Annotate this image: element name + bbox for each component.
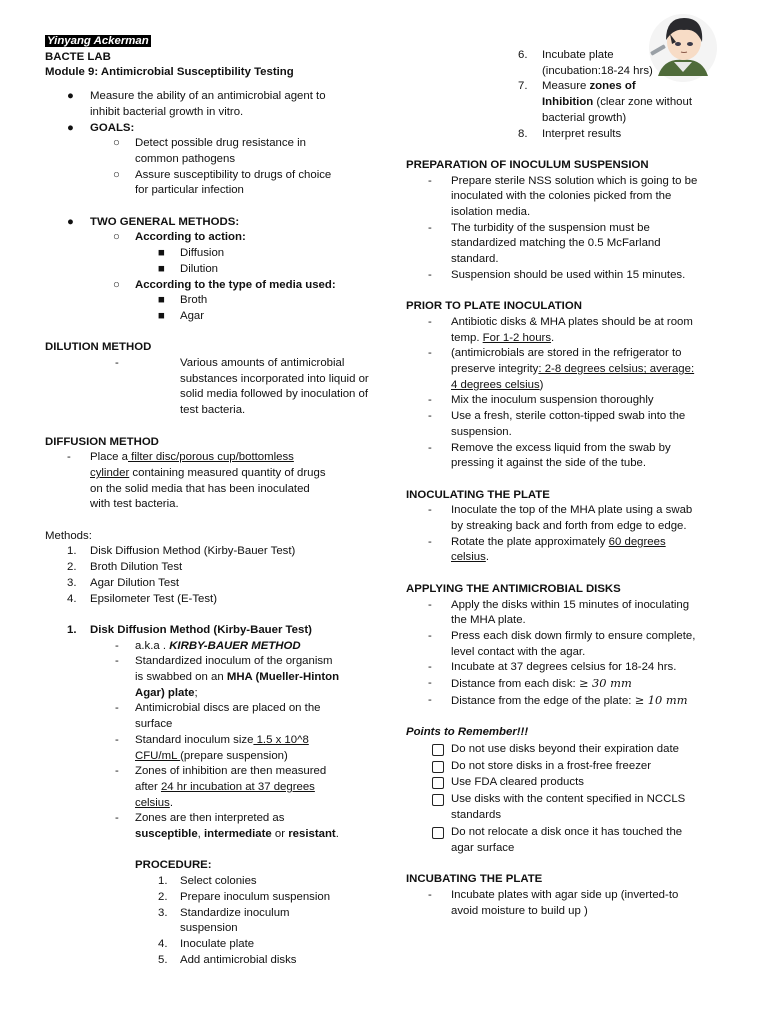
section-title-dilution: DILUTION METHOD (45, 341, 152, 354)
list-item: - a.k.a . KIRBY-BAUER METHOD (115, 639, 301, 652)
list-item: ■ Agar (158, 309, 205, 322)
checklist-item: Do not store disks in a frost-free freezer (406, 759, 726, 775)
right-column (406, 48, 726, 920)
course-title: BACTE LAB (45, 50, 111, 63)
list-item: ● Measure the ability of an antimicrobial agent to inhibit bacterial growth in vitro. (67, 90, 326, 118)
list-item: ○ Detect possible drug resistance in common pathogens (113, 137, 306, 165)
list-item: 2. Prepare inoculum suspension (158, 890, 331, 903)
list-item: ■ Dilution (158, 262, 218, 275)
list-item: - Prepare sterile NSS solution which is going to be inoculated with the colonies picked from the isolation media. (428, 174, 698, 219)
list-item: - Remove the excess liquid from the swab by pressing it against the side of the tube. (428, 441, 671, 470)
checkbox-icon (432, 777, 444, 789)
list-item: 3. Standardize inoculum suspension (158, 906, 290, 935)
author-name: Yinyang Ackerman (47, 35, 149, 47)
list-item: - Antibiotic disks & MHA plates should be at room temp. For 1-2 hours. (428, 315, 693, 344)
list-item: - Distance from each disk: ≥ 30 mm (428, 676, 632, 691)
methods-label: Methods: (45, 529, 92, 542)
list-item: 2. Broth Dilution Test (67, 561, 183, 574)
list-item: - (antimicrobials are stored in the refrigerator to preserve integrity: 2-8 degrees celsius; average: 4 degrees celsius) (428, 347, 695, 391)
list-item: - Antimicrobial discs are placed on the surface (115, 702, 321, 731)
list-item: - Suspension should be used within 15 minutes. (428, 268, 686, 281)
list-item: - Press each disk down firmly to ensure complete, level contact with the agar. (428, 629, 696, 658)
list-item: ■ Broth (158, 294, 208, 307)
module-title: Module 9: Antimicrobial Susceptibility Testing (45, 66, 294, 79)
checklist-item: Do not use disks beyond their expiration date (406, 742, 726, 758)
section-title-incubating: INCUBATING THE PLATE (406, 873, 543, 886)
checkbox-icon (432, 761, 444, 773)
list-item: 1. Select colonies (158, 875, 257, 888)
section-title-prior: PRIOR TO PLATE INOCULATION (406, 300, 582, 313)
list-item: - Various amounts of antimicrobial substances incorporated into liquid or solid media followed by inoculation of test bacteria. (115, 357, 369, 417)
list-item: - Zones are then interpreted as susceptible, intermediate or resistant. (115, 812, 339, 841)
list-item: - Apply the disks within 15 minutes of inoculating the MHA plate. (428, 598, 690, 627)
section-title-inoculating: INOCULATING THE PLATE (406, 488, 550, 501)
list-item: 1. Disk Diffusion Method (Kirby-Bauer Test) (67, 545, 296, 558)
list-item: 8. Interpret results (518, 127, 622, 140)
list-item: - Incubate at 37 degrees celsius for 18-24 hrs. (428, 661, 677, 674)
list-item: 4. Epsilometer Test (E-Test) (67, 592, 218, 605)
kirby-bauer-heading: 1. Disk Diffusion Method (Kirby-Bauer Test) (67, 623, 312, 636)
list-item: ○ According to the type of media used: (113, 278, 336, 291)
checkbox-icon (432, 744, 444, 756)
list-item: - Mix the inoculum suspension thoroughly (428, 394, 654, 407)
list-item: ○ According to action: (113, 231, 246, 244)
list-item: - Zones of inhibition are then measured after 24 hr incubation at 37 degrees celsius. (115, 765, 327, 809)
list-item: 5. Add antimicrobial disks (158, 953, 297, 966)
list-item: - The turbidity of the suspension must be standardized matching the 0.5 McFarland standard. (428, 221, 661, 266)
list-item: ● TWO GENERAL METHODS: (67, 215, 240, 228)
list-item: 4. Inoculate plate (158, 937, 255, 950)
checklist-item: Use FDA cleared products (406, 775, 726, 791)
checklist-item: Use disks with the content specified in NCCLS standards (406, 792, 726, 823)
section-title-diffusion: DIFFUSION METHOD (45, 435, 159, 448)
list-item: 3. Agar Dilution Test (67, 576, 180, 589)
procedure-title: PROCEDURE: (135, 859, 212, 872)
list-item: 6. Incubate plate (incubation:18-24 hrs) (518, 49, 653, 77)
list-item: - Place a filter disc/porous cup/bottomless cylinder containing measured quantity of drugs on the solid media that has been inoculated with test bacteria. (67, 451, 326, 511)
list-item: - Inoculate the top of the MHA plate using a swab by streaking back and forth from edge to edge. (428, 504, 693, 533)
list-item: 7. Measure zones of Inhibition (clear zone without bacterial growth) (518, 80, 693, 124)
checkbox-icon (432, 794, 444, 806)
list-item: - Rotate the plate approximately 60 degrees celsius. (428, 535, 666, 564)
list-item: - Standard inoculum size 1.5 x 10^8 CFU/mL (prepare suspension) (115, 733, 309, 762)
section-title-applying: APPLYING THE ANTIMICROBIAL DISKS (406, 582, 621, 595)
list-item: ● GOALS: (67, 121, 135, 134)
list-item: - Distance from the edge of the plate: ≥ 10 mm (428, 692, 688, 707)
section-title-inoculum: PREPARATION OF INOCULUM SUSPENSION (406, 158, 649, 171)
points-to-remember-title: Points to Remember!!! (406, 726, 529, 739)
list-item: - Incubate plates with agar side up (inverted-to avoid moisture to build up ) (428, 889, 679, 917)
list-item: - Use a fresh, sterile cotton-tipped swab into the suspension. (428, 410, 686, 438)
checklist-item: Do not relocate a disk once it has touched the agar surface (406, 825, 726, 856)
checkbox-icon (432, 827, 444, 839)
list-item: - Standardized inoculum of the organism is swabbed on an MHA (Mueller-Hinton Agar) plate; (115, 655, 340, 699)
list-item: ○ Assure susceptibility to drugs of choice for particular infection (113, 168, 332, 197)
left-column (45, 34, 375, 968)
list-item: ■ Diffusion (158, 247, 225, 260)
